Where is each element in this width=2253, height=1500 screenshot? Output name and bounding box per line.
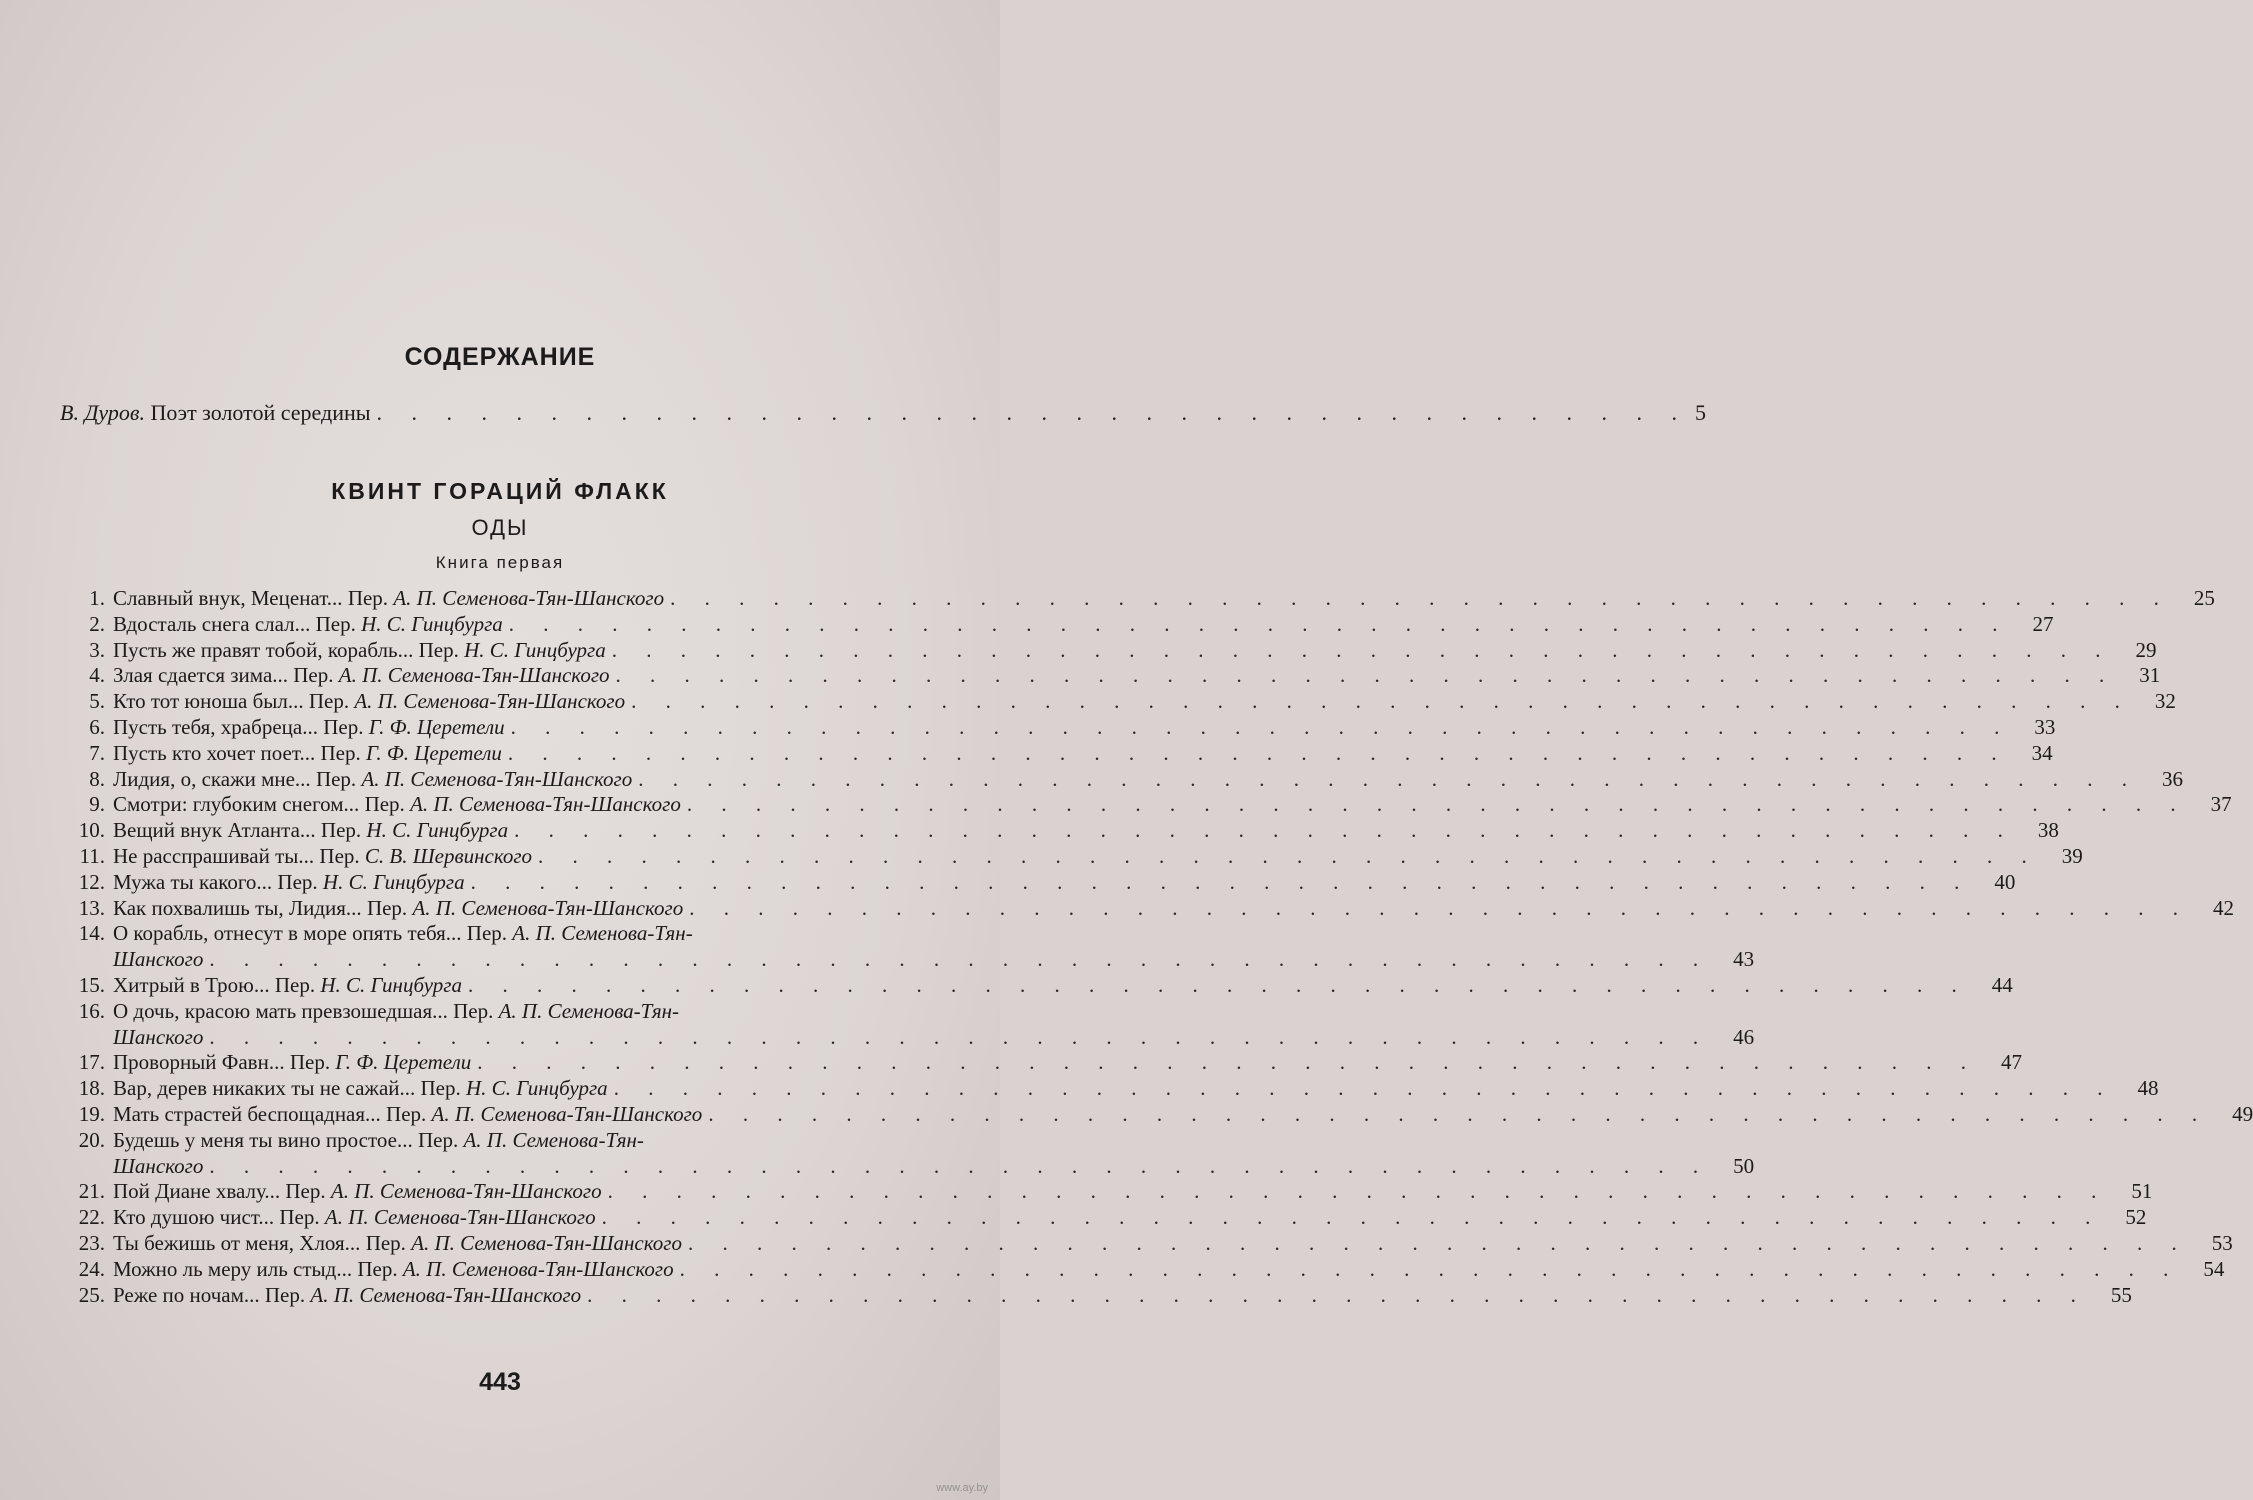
entry-translator: Н. С. Гинцбурга — [464, 637, 606, 662]
leader-dots: . . . . . . . . . . . . . . . . . . . . . . . . . . . . . . . . . . . . . . . . . . . . — [670, 586, 2171, 610]
translator-prefix: Пер. — [308, 689, 350, 714]
entry-body — [113, 586, 664, 611]
entry-body — [113, 638, 606, 663]
leader-dots: . . . . . . . . . . . . . . . . . . . . . . . . . . . . . . . . . . . . . . . . . . . . — [468, 972, 1969, 997]
entry-page: 49 — [2232, 1101, 2253, 1126]
toc-entry[interactable] — [55, 1256, 2225, 1283]
entry-body — [113, 896, 683, 921]
toc-entry[interactable] — [55, 1128, 955, 1154]
leader-dots: . . . . . . . . . . . . . . . . . . . . . . . . . . . . . . . . . . . . . . — [376, 400, 1690, 425]
entry-page: 25 — [2193, 586, 2215, 610]
watermark: www.ay.by — [936, 1482, 988, 1494]
entry-body — [113, 921, 693, 946]
toc-entry[interactable] — [55, 1282, 2132, 1309]
entry-number: 14. — [78, 921, 105, 946]
entry-page: 31 — [2139, 663, 2161, 688]
entry-body — [113, 792, 681, 817]
translator-prefix: Пер. — [319, 843, 360, 868]
translator-prefix: Пер. — [466, 921, 508, 946]
toc-entry-continuation[interactable] — [55, 947, 1755, 973]
entry-page: 44 — [1991, 972, 2013, 997]
entry-translator-cont: Шанского — [113, 947, 204, 972]
entry-translator: Н. С. Гинцбурга — [320, 972, 462, 997]
entry-title: Будешь у меня ты вино простое... — [113, 1127, 413, 1152]
translator-prefix: Пер. — [453, 998, 494, 1023]
toc-entry[interactable] — [55, 1101, 2253, 1128]
entry-page: 52 — [2125, 1205, 2147, 1230]
entry-translator: А. П. Семенова-Тян- — [498, 998, 680, 1023]
entry-number: 13. — [78, 895, 105, 920]
entry-body — [113, 1050, 471, 1075]
entry-number: 4. — [89, 663, 105, 688]
entry-translator: С. В. Шервинского — [364, 843, 533, 868]
entry-title: Как похвалишь ты, Лидия... — [113, 895, 362, 920]
entry-body — [113, 663, 610, 688]
entry-translator: А. П. Семенова-Тян-Шанского — [410, 792, 681, 817]
entry-number: 7. — [89, 740, 105, 765]
translator-prefix: Пер. — [274, 972, 316, 997]
section-title: ОДЫ — [471, 515, 529, 540]
leader-dots: . . . . . . . . . . . . . . . . . . . . . . . . . . . . . . . . . . . . . . . . . . . . — [510, 714, 2012, 739]
entry-body — [113, 1179, 602, 1204]
intro-entry[interactable] — [60, 400, 1707, 430]
leader-dots: . . . . . . . . . . . . . . . . . . . . . . . . . . . . . . . . . . . . . . . . . . . . — [679, 1256, 2181, 1281]
entry-translator: Г. Ф. Церетели — [335, 1050, 472, 1075]
entry-title: Вещий внук Атланта... — [113, 818, 316, 843]
entry-translator: А. П. Семенова-Тян-Шанского — [402, 1256, 674, 1281]
toc-list — [55, 586, 2253, 1308]
entry-body — [113, 999, 679, 1024]
entry-number: 3. — [89, 637, 105, 662]
entry-page: 51 — [2131, 1179, 2153, 1204]
entry-translator: А. П. Семенова-Тян-Шанского — [431, 1101, 703, 1126]
entry-page: 33 — [2034, 714, 2056, 739]
entry-body — [113, 1102, 702, 1127]
entry-title: Злая сдается зима... — [113, 663, 289, 688]
leader-dots: . . . . . . . . . . . . . . . . . . . . . . . . . . . . . . . . . . . . . . . . . . . . — [514, 818, 2015, 843]
entry-translator: Г. Ф. Церетели — [365, 740, 502, 765]
translator-prefix: Пер. — [417, 1127, 459, 1152]
toc-entry-continuation[interactable] — [55, 1153, 1755, 1180]
entry-number: 11. — [79, 843, 105, 868]
entry-translator: А. П. Семенова-Тян-Шанского — [310, 1282, 582, 1307]
entry-page: 40 — [1994, 869, 2016, 894]
toc-entry[interactable] — [55, 1076, 2159, 1102]
entry-body — [113, 1231, 682, 1256]
leader-dots: . . . . . . . . . . . . . . . . . . . . . . . . . . . . . . . . . . . . . . . . . . . . — [687, 1230, 2189, 1255]
translator-prefix: Пер. — [315, 611, 356, 636]
page-number: 443 — [479, 1368, 521, 1396]
entry-number: 9. — [89, 792, 105, 817]
entry-translator: А. П. Семенова-Тян-Шанского — [411, 1230, 682, 1255]
leader-dots: . . . . . . . . . . . . . . . . . . . . . . . . . . . . . . . . . . . . . . . . . . . . — [209, 1024, 1711, 1049]
entry-body — [113, 715, 505, 740]
entry-page: 27 — [2032, 611, 2054, 636]
entry-number: 21. — [78, 1179, 105, 1204]
entry-number: 16. — [78, 998, 105, 1023]
leader-dots: . . . . . . . . . . . . . . . . . . . . . . . . . . . . . . . . . . . . . . . . . . . . — [209, 947, 1711, 972]
entry-page: 46 — [1733, 1024, 1755, 1049]
entry-translator: Н. С. Гинцбурга — [466, 1076, 608, 1101]
entry-page: 43 — [1733, 947, 1755, 972]
leader-dots: . . . . . . . . . . . . . . . . . . . . . . . . . . . . . . . . . . . . . . . . . . . . — [615, 663, 2117, 688]
toc-entry[interactable] — [55, 843, 2083, 870]
translator-prefix: Пер. — [365, 1230, 406, 1255]
entry-number: 18. — [78, 1076, 105, 1101]
toc-entry-continuation[interactable] — [55, 1024, 1755, 1051]
entry-translator: Н. С. Гинцбурга — [361, 611, 503, 636]
entry-body — [113, 973, 462, 998]
leader-dots: . . . . . . . . . . . . . . . . . . . . . . . . . . . . . . . . . . . . . . . . . . . . — [708, 1101, 2210, 1126]
translator-prefix: Пер. — [386, 1101, 427, 1126]
entry-title: Мужа ты какого... — [113, 869, 273, 894]
entry-number: 5. — [89, 689, 105, 714]
intro-title: Поэт золотой середины — [150, 400, 371, 425]
entry-page: 39 — [2061, 843, 2083, 868]
entry-title: Кто тот юноша был... — [113, 689, 304, 714]
entry-number: 25. — [78, 1282, 105, 1307]
entry-translator: А. П. Семенова-Тян-Шанского — [393, 586, 665, 610]
entry-title: Пусть же правят тобой, корабль... — [113, 637, 414, 662]
entry-body — [113, 767, 632, 792]
entry-page: 32 — [2154, 689, 2176, 714]
entry-number: 6. — [89, 714, 105, 739]
contents-heading: СОДЕРЖАНИЕ — [404, 343, 596, 371]
toc-entry[interactable] — [55, 1205, 2147, 1231]
entry-body — [113, 844, 532, 869]
entry-page: 37 — [2210, 792, 2232, 817]
toc-entry[interactable] — [55, 921, 955, 947]
toc-entry[interactable] — [55, 714, 2056, 741]
toc-entry[interactable] — [55, 792, 2232, 818]
entry-number: 8. — [89, 766, 105, 791]
translator-prefix: Пер. — [277, 869, 318, 894]
entry-translator: Н. С. Гинцбурга — [322, 869, 465, 894]
entry-number: 22. — [78, 1205, 105, 1230]
leader-dots: . . . . . . . . . . . . . . . . . . . . . . . . . . . . . . . . . . . . . . . . . . . . — [686, 792, 2188, 817]
entry-translator: А. П. Семенова-Тян-Шанского — [412, 895, 684, 920]
translator-prefix: Пер. — [285, 1179, 326, 1204]
entry-title: О дочь, красою мать превзошедшая... — [113, 998, 448, 1023]
entry-title: Хитрый в Трою... — [113, 972, 270, 997]
author-title: КВИНТ ГОРАЦИЙ ФЛАКК — [331, 478, 669, 504]
leader-dots: . . . . . . . . . . . . . . . . . . . . . . . . . . . . . . . . . . . . . . . . . . . . — [689, 895, 2190, 920]
toc-entry[interactable] — [55, 663, 2161, 689]
entry-page: 55 — [2110, 1282, 2132, 1307]
leader-dots: . . . . . . . . . . . . . . . . . . . . . . . . . . . . . . . . . . . . . . . . . . . . — [613, 1076, 2115, 1101]
entry-page: 29 — [2135, 637, 2157, 662]
toc-entry[interactable] — [55, 766, 2183, 793]
toc-entry[interactable] — [55, 611, 2054, 638]
entry-title: Вар, дерев никаких ты не сажай... — [113, 1076, 416, 1101]
entry-page: 47 — [2001, 1050, 2022, 1075]
toc-entry[interactable] — [55, 869, 2016, 896]
toc-entry[interactable] — [55, 972, 2013, 999]
toc-entry[interactable] — [55, 1179, 2153, 1205]
entry-translator: А. П. Семенова-Тян-Шанского — [361, 766, 633, 791]
entry-body — [113, 870, 465, 895]
toc-entry[interactable] — [55, 999, 955, 1025]
entry-translator: А. П. Семенова-Тян- — [512, 921, 693, 946]
entry-number: 19. — [78, 1101, 105, 1126]
entry-title: Пусть тебя, храбреца... — [113, 714, 318, 739]
entry-translator: А. П. Семенова-Тян-Шанского — [354, 689, 626, 714]
entry-title: Вдосталь снега слал... — [113, 611, 311, 636]
entry-body — [113, 1205, 596, 1230]
translator-prefix: Пер. — [364, 792, 405, 817]
leader-dots: . . . . . . . . . . . . . . . . . . . . . . . . . . . . . . . . . . . . . . . . . . . . — [607, 1179, 2109, 1204]
entry-body — [113, 1076, 608, 1101]
entry-title: Пой Диане хвалу... — [113, 1179, 281, 1204]
entry-number: 15. — [78, 972, 105, 997]
entry-translator: А. П. Семенова-Тян-Шанского — [330, 1179, 602, 1204]
toc-entry[interactable] — [55, 818, 2059, 844]
entry-page: 38 — [2037, 818, 2059, 843]
leader-dots: . . . . . . . . . . . . . . . . . . . . . . . . . . . . . . . . . . . . . . . . . . . . — [538, 843, 2039, 868]
leader-dots: . . . . . . . . . . . . . . . . . . . . . . . . . . . . . . . . . . . . . . . . . . . . — [631, 689, 2132, 714]
entry-body — [113, 1128, 644, 1153]
entry-number: 1. — [89, 586, 105, 610]
leader-dots: . . . . . . . . . . . . . . . . . . . . . . . . . . . . . . . . . . . . . . . . . . . . — [601, 1205, 2103, 1230]
entry-page: 42 — [2212, 895, 2234, 920]
entry-translator: Н. С. Гинцбурга — [366, 818, 509, 843]
entry-number: 12. — [78, 869, 105, 894]
entry-title: Мать страстей беспощадная... — [113, 1101, 381, 1126]
entry-page: 34 — [2031, 740, 2053, 765]
translator-prefix: Пер. — [293, 663, 334, 688]
translator-prefix: Пер. — [289, 1050, 331, 1075]
leader-dots: . . . . . . . . . . . . . . . . . . . . . . . . . . . . . . . . . . . . . . . . . . . . — [209, 1153, 1711, 1178]
translator-prefix: Пер. — [323, 714, 364, 739]
entry-body — [113, 612, 503, 637]
translator-prefix: Пер. — [347, 586, 389, 610]
entry-title: Лидия, о, скажи мне... — [113, 766, 311, 791]
entry-number: 17. — [78, 1050, 105, 1075]
entry-number: 10. — [78, 818, 105, 843]
entry-body — [113, 1283, 581, 1308]
entry-number: 20. — [78, 1127, 105, 1152]
entry-title: Смотри: глубоким снегом... — [113, 792, 360, 817]
entry-title: Кто душою чист... — [113, 1205, 275, 1230]
translator-prefix: Пер. — [320, 740, 361, 765]
entry-body — [113, 741, 502, 766]
entry-translator: А. П. Семенова-Тян-Шанского — [338, 663, 610, 688]
entry-title: Можно ль меру иль стыд... — [113, 1256, 353, 1281]
entry-number: 23. — [78, 1230, 105, 1255]
entry-title: Реже по ночам... — [113, 1282, 260, 1307]
toc-entry[interactable] — [55, 637, 2157, 664]
translator-prefix: Пер. — [264, 1282, 306, 1307]
leader-dots: . . . . . . . . . . . . . . . . . . . . . . . . . . . . . . . . . . . . . . . . . . . . — [611, 637, 2113, 662]
entry-translator: А. П. Семенова-Тян- — [463, 1127, 644, 1152]
entry-title: Проворный Фавн... — [113, 1050, 285, 1075]
entry-translator-cont: Шанского — [113, 1153, 204, 1178]
entry-title: Ты бежишь от меня, Хлоя... — [113, 1230, 361, 1255]
entry-translator: Г. Ф. Церетели — [368, 714, 505, 739]
translator-prefix: Пер. — [357, 1256, 398, 1281]
entry-number: 2. — [89, 611, 105, 636]
leader-dots: . . . . . . . . . . . . . . . . . . . . . . . . . . . . . . . . . . . . . . . . . . . . — [507, 740, 2009, 765]
leader-dots: . . . . . . . . . . . . . . . . . . . . . . . . . . . . . . . . . . . . . . . . . . . . — [470, 869, 1972, 894]
book-title: Книга первая — [435, 553, 565, 572]
entry-page: 36 — [2161, 766, 2183, 791]
entry-translator: А. П. Семенова-Тян-Шанского — [324, 1205, 596, 1230]
translator-prefix: Пер. — [315, 766, 357, 791]
toc-entry[interactable] — [55, 689, 2176, 715]
entry-title: О корабль, отнесут в море опять тебя... — [113, 921, 462, 946]
entry-body — [113, 1257, 674, 1282]
entry-translator-cont: Шанского — [113, 1024, 204, 1049]
entry-page: 53 — [2211, 1230, 2233, 1255]
entry-page: 50 — [1733, 1153, 1755, 1178]
toc-entry[interactable] — [55, 1230, 2233, 1257]
toc-entry[interactable] — [55, 586, 2215, 612]
intro-author: В. Дуров. — [60, 400, 145, 425]
entry-number: 24. — [78, 1256, 105, 1281]
entry-title: Пусть кто хочет поет... — [113, 740, 316, 765]
entry-page: 54 — [2203, 1256, 2225, 1281]
leader-dots: . . . . . . . . . . . . . . . . . . . . . . . . . . . . . . . . . . . . . . . . . . . . — [508, 611, 2010, 636]
translator-prefix: Пер. — [320, 818, 362, 843]
entry-body — [113, 689, 625, 714]
leader-dots: . . . . . . . . . . . . . . . . . . . . . . . . . . . . . . . . . . . . . . . . . . . . — [477, 1050, 1978, 1075]
intro-page: 5 — [1695, 400, 1707, 425]
leader-dots: . . . . . . . . . . . . . . . . . . . . . . . . . . . . . . . . . . . . . . . . . . . . — [638, 766, 2139, 791]
translator-prefix: Пер. — [279, 1205, 320, 1230]
leader-dots: . . . . . . . . . . . . . . . . . . . . . . . . . . . . . . . . . . . . . . . . . . . . — [587, 1282, 2088, 1307]
entry-page: 48 — [2137, 1076, 2159, 1101]
entry-title: Славный внук, Меценат... — [113, 586, 343, 610]
toc-entry[interactable] — [55, 740, 2053, 767]
translator-prefix: Пер. — [418, 637, 459, 662]
toc-entry[interactable] — [55, 1050, 2022, 1076]
toc-entry[interactable] — [55, 895, 2234, 922]
entry-title: Не расспрашивай ты... — [113, 843, 315, 868]
translator-prefix: Пер. — [420, 1076, 461, 1101]
entry-body — [113, 818, 508, 843]
translator-prefix: Пер. — [366, 895, 408, 920]
